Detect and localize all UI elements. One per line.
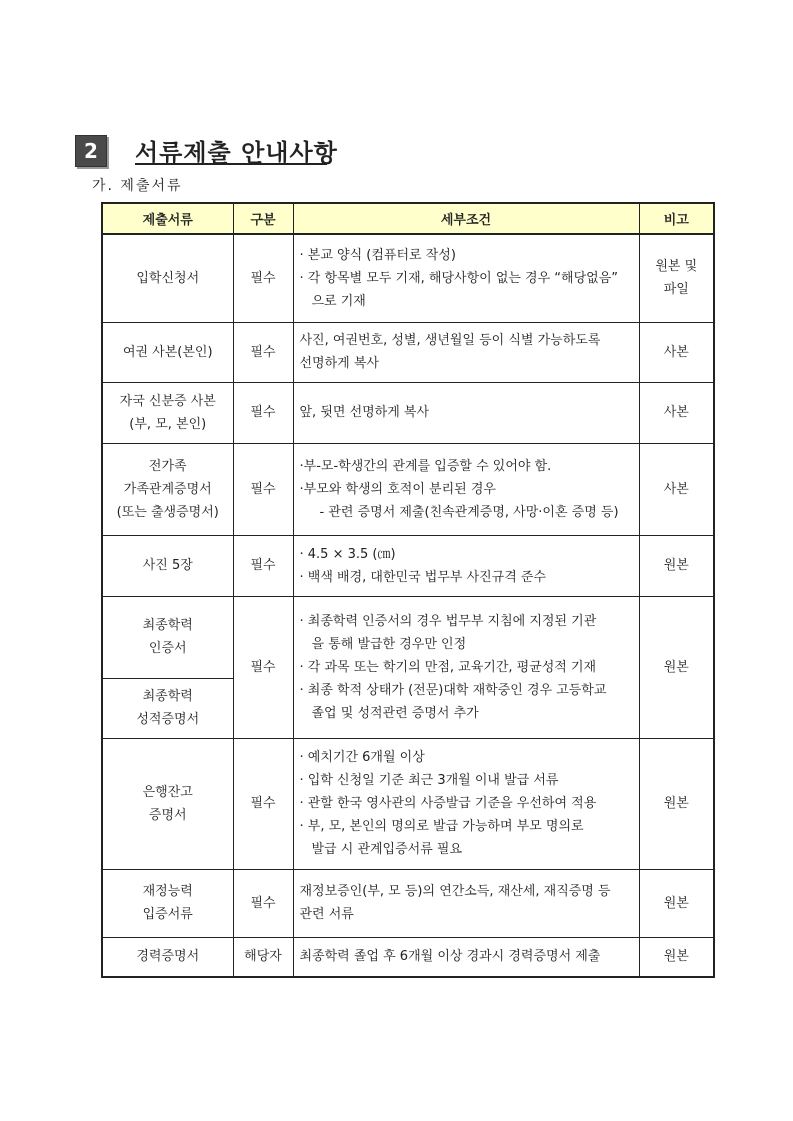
detail-line: 선명하게 복사 (299, 356, 379, 371)
note-text: 사본 (663, 344, 689, 360)
detail-line: · 4.5 × 3.5 (㎝) (299, 546, 396, 562)
doc-text: 성적증명서 (136, 712, 200, 727)
table-row (102, 382, 714, 443)
type-cell: 필수 (233, 535, 293, 596)
details-cell (293, 937, 639, 977)
detail-line: 으로 기재 (311, 293, 366, 309)
doc-cell (102, 382, 233, 443)
details-cell (293, 596, 639, 738)
table-row (102, 937, 714, 977)
details-cell (293, 322, 639, 382)
type-cell: 필수 (233, 738, 293, 869)
detail-line: · 관할 한국 영사관의 사증발급 기준을 우선하여 적용 (299, 796, 597, 811)
documents-table (101, 202, 715, 978)
note-cell (639, 596, 714, 738)
doc-cell (102, 443, 233, 535)
detail-line: 최종학력 졸업 후 6개월 이상 경과시 경력증명서 제출 (299, 949, 601, 965)
type-cell: 필수 (233, 382, 293, 443)
detail-line: · 각 항목별 모두 기재, 해당사항이 없는 경우 “해당없음” (299, 270, 619, 286)
note-text: 원본 (663, 895, 689, 911)
doc-cell (102, 535, 233, 596)
doc-text: 자국 신분증 사본 (119, 393, 216, 409)
detail-line: · 최종 학적 상태가 (전문)대학 재학중인 경우 고등학교 (299, 682, 607, 698)
table-row (102, 535, 714, 596)
detail-line: 관련 서류 (299, 907, 354, 922)
doc-cell (102, 322, 233, 382)
note-text: 사본 (663, 481, 689, 497)
header-details: 세부조건 (293, 203, 639, 234)
doc-cell (102, 596, 233, 678)
detail-line: · 백색 배경, 대한민국 법무부 사진규격 준수 (299, 569, 547, 585)
detail-line: 을 통해 발급한 경우만 인정 (311, 636, 467, 652)
note-text: 사본 (663, 405, 689, 420)
doc-cell (102, 869, 233, 937)
detail-line: - 관련 증명서 제출(친속관계증명, 사망·이혼 증명 등) (319, 504, 619, 520)
details-cell (293, 234, 639, 322)
doc-text: 재정능력 (142, 884, 193, 899)
type-cell: 필수 (233, 322, 293, 382)
type-cell: 필수 (233, 234, 293, 322)
detail-line: ·부모와 학생의 호적이 분리된 경우 (299, 481, 496, 497)
detail-line: · 본교 양식 (컴퓨터로 작성) (299, 247, 456, 263)
detail-line: 앞, 뒷면 선명하게 복사 (299, 405, 430, 420)
doc-text: (또는 출생증명서) (116, 504, 219, 520)
note-cell (639, 382, 714, 443)
subheading: 가. 제출서류 (92, 178, 183, 194)
note-cell (639, 443, 714, 535)
header-type: 구분 (233, 203, 293, 234)
doc-text: 전가족 (148, 458, 187, 474)
section-number-badge: 2 (75, 135, 107, 167)
detail-line: 졸업 및 성적관련 증명서 추가 (311, 705, 479, 721)
note-text: 파일 (663, 282, 689, 298)
table-row (102, 234, 714, 322)
detail-line: 재정보증인(부, 모 등)의 연간소득, 재산세, 재직증명 등 (299, 884, 611, 899)
note-cell (639, 738, 714, 869)
details-cell (293, 535, 639, 596)
doc-text: 은행잔고 (142, 784, 193, 800)
table-row (102, 738, 714, 869)
detail-line: · 부, 모, 본인의 명의로 발급 가능하며 부모 명의로 (299, 819, 584, 834)
note-cell (639, 322, 714, 382)
details-cell (293, 869, 639, 937)
header-document: 제출서류 (102, 203, 233, 234)
section-title: 서류제출 안내사항 (135, 133, 327, 165)
table-row (102, 322, 714, 382)
doc-text: 입증서류 (142, 907, 193, 922)
doc-cell (102, 678, 233, 738)
table-row (102, 443, 714, 535)
table-row (102, 596, 714, 678)
note-cell (639, 234, 714, 322)
doc-text: (부, 모, 본인) (129, 416, 207, 432)
doc-cell (102, 937, 233, 977)
table-header-row (102, 203, 714, 234)
type-cell: 필수 (233, 596, 293, 738)
detail-line: · 최종학력 인증서의 경우 법무부 지침에 지정된 기관 (299, 613, 597, 629)
detail-line: · 각 과목 또는 학기의 만점, 교육기간, 평균성적 기재 (299, 659, 597, 675)
doc-text: 증명서 (148, 807, 187, 823)
doc-text: 최종학력 (142, 689, 193, 704)
header-note: 비고 (639, 203, 714, 234)
note-text: 원본 및 (655, 259, 698, 275)
note-text: 원본 (663, 796, 689, 811)
type-cell: 필수 (233, 443, 293, 535)
details-cell (293, 382, 639, 443)
doc-text: 입학신청서 (136, 270, 200, 286)
doc-text: 여권 사본(본인) (122, 344, 213, 360)
doc-text: 가족관계증명서 (123, 481, 212, 497)
detail-line: 발급 시 관계입증서류 필요 (311, 842, 463, 857)
doc-text: 경력증명서 (136, 949, 200, 965)
details-cell (293, 738, 639, 869)
note-cell (639, 937, 714, 977)
doc-cell (102, 234, 233, 322)
table-row (102, 869, 714, 937)
detail-line: 사진, 여권번호, 성별, 생년월일 등이 식별 가능하도록 (299, 333, 601, 348)
doc-text: 인증서 (148, 641, 187, 656)
detail-line: · 예치기간 6개월 이상 (299, 750, 425, 765)
detail-line: ·부-모-학생간의 관계를 입증할 수 있어야 함. (299, 458, 552, 474)
doc-text: 최종학력 (142, 618, 193, 633)
doc-text: 사진 5장 (142, 558, 193, 573)
details-cell (293, 443, 639, 535)
note-cell (639, 869, 714, 937)
note-text: 원본 (663, 949, 689, 965)
detail-line: · 입학 신청일 기준 최근 3개월 이내 발급 서류 (299, 773, 559, 788)
note-text: 원본 (663, 558, 689, 573)
note-text: 원본 (663, 659, 689, 675)
note-cell (639, 535, 714, 596)
type-cell: 해당자 (233, 937, 293, 977)
doc-cell (102, 738, 233, 869)
type-cell: 필수 (233, 869, 293, 937)
